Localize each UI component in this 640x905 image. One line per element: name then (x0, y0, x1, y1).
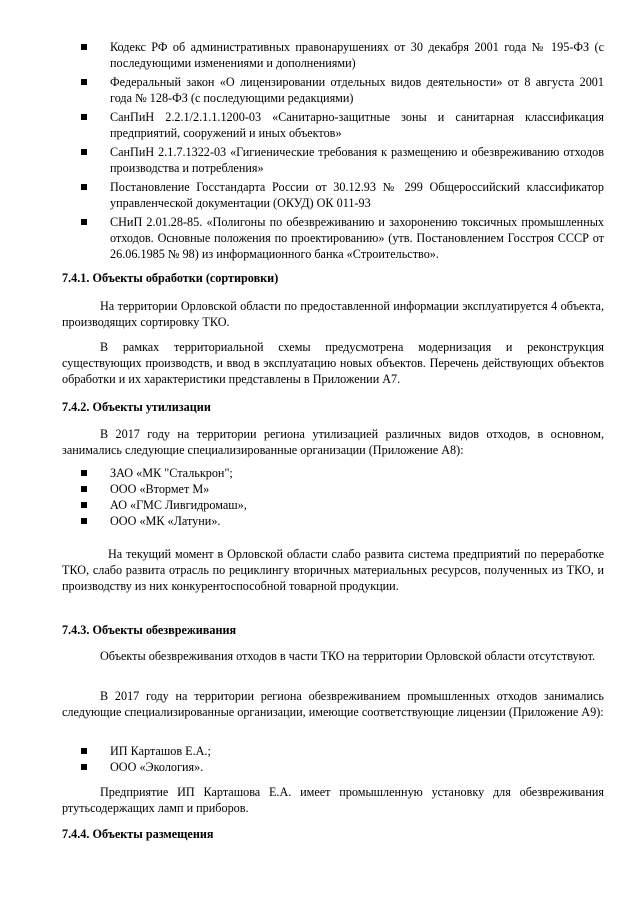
bullet-icon (81, 764, 87, 770)
list-item: ООО «МК «Латуни». (72, 513, 604, 529)
paragraph-743-1: Объекты обезвреживания отходов в части ТКО на территории Орловской области отсутствуют. (100, 649, 596, 663)
list-item: АО «ГМС Ливгидромаш», (72, 497, 604, 513)
list-item: СанПиН 2.2.1/2.1.1.1200-03 «Санитарно-защитные зоны и санитарная классификация предприятий, сооружений и иных объектов» (72, 109, 604, 141)
bullet-icon (81, 748, 87, 754)
regulations-list (72, 39, 604, 265)
list-item: ООО «Втормет М» (72, 481, 604, 497)
bullet-icon (81, 44, 87, 50)
list-item: ООО «Экология». (72, 759, 604, 775)
bullet-icon (81, 219, 87, 225)
section-heading-742: 7.4.2. Объекты утилизации (62, 400, 211, 414)
list-item: Постановление Госстандарта России от 30.12.93 № 299 Общероссийский классификатор управленческой документации (ОКУД) ОК 011-93 (72, 179, 604, 211)
section-heading-741: 7.4.1. Объекты обработки (сортировки) (62, 271, 279, 285)
list-item: ИП Карташов Е.А.; (72, 743, 604, 759)
section-heading-744: 7.4.4. Объекты размещения (62, 827, 214, 841)
list-item: Федеральный закон «О лицензировании отдельных видов деятельности» от 8 августа 2001 года № 128-ФЗ (с последующими редакциями) (72, 74, 604, 106)
paragraph-742-1: В 2017 году на территории региона утилизацией различных видов отходов, в основном, занимались следующие специализированные организации (Приложение А8): (62, 427, 604, 457)
section-heading-743: 7.4.3. Объекты обезвреживания (62, 623, 237, 637)
bullet-icon (81, 184, 87, 190)
paragraph-741-1: На территории Орловской области по предоставленной информации эксплуатируется 4 объекта, производящих сортировку ТКО. (62, 299, 604, 329)
paragraph-741-2: В рамках территориальной схемы предусмотрена модернизация и реконструкция существующих производств, и ввод в эксплуатацию новых объектов. Перечень действующих объектов обработки и их характеристики представлены в Приложении А7. (62, 340, 604, 386)
bullet-icon (81, 518, 87, 524)
bullet-icon (81, 470, 87, 476)
bullet-icon (81, 502, 87, 508)
paragraph-742-2: На текущий момент в Орловской области слабо развита система предприятий по переработке ТКО, слабо развита отрасль по рециклингу вторичных материальных ресурсов, полученных из ТКО, и производству из них конкурентоспособной товарной продукции. (62, 547, 604, 593)
paragraph-743-3: Предприятие ИП Карташова Е.А. имеет промышленную установку для обезвреживания ртутьсодержащих ламп и приборов. (62, 785, 604, 815)
bullet-icon (81, 114, 87, 120)
list-item: Кодекс РФ об административных правонарушениях от 30 декабря 2001 года № 195-ФЗ (с последующими изменениями и дополнениями) (72, 39, 604, 71)
paragraph-743-2: В 2017 году на территории региона обезвреживанием промышленных отходов занимались следующие специализированные организации, имеющие соответствующие лицензии (Приложение А9): (62, 689, 604, 719)
list-item: СНиП 2.01.28-85. «Полигоны по обезвреживанию и захоронению токсичных промышленных отходов. Основные положения по проектированию» (утв. Постановлением Госстроя СССР от 26.06.1985 № 98) из информационного банка «Строительство». (72, 214, 604, 262)
list-item: СанПиН 2.1.7.1322-03 «Гигиенические требования к размещению и обезвреживанию отходов производства и потребления» (72, 144, 604, 176)
bullet-icon (81, 486, 87, 492)
bullet-icon (81, 149, 87, 155)
recycling-orgs-list (72, 465, 604, 529)
bullet-icon (81, 79, 87, 85)
list-item: ЗАО «МК "Сталькрон"; (72, 465, 604, 481)
neutralization-orgs-list (72, 743, 604, 775)
